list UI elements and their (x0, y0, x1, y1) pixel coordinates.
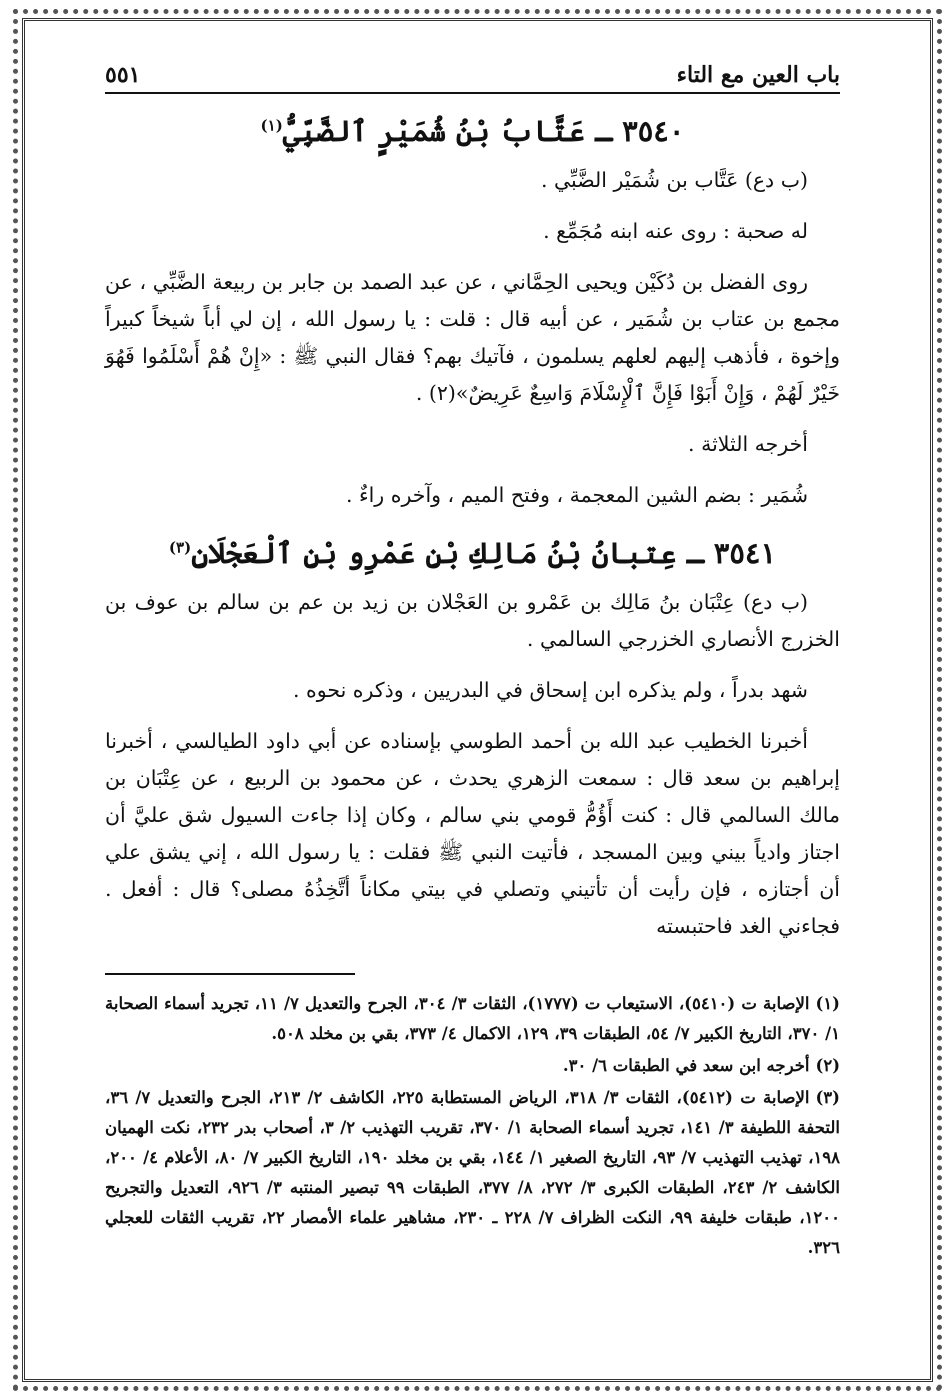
entry-paragraph: أخبرنا الخطيب عبد الله بن أحمد الطوسي بإسناده عن أبي داود الطيالسي ، أخبرنا إبراهيم بن سعد قال : سمعت الزهري يحدث ، عن محمود بن الربيع ، عن عِتْبَان بن مالك السالمي قال : كنت أَؤُمُّ قومي بني سالم ، وكان إذا جاءت السيول شق عليَّ أن اجتاز وادياً بيني وبين المسجد ، فأتيت النبي ﷺ فقلت : يا رسول الله ، إني يشق علي أن أجتازه ، فإن رأيت أن تأتيني وتصلي في بيتي مكاناً أتَّخِذُهُ مصلى؟ قال : أفعل . فجاءني الغد فاحتبسته (105, 729, 840, 938)
entry-paragraph: (ب دع) عَتَّاب بن شُمَيْر الضَّبِّي . (540, 168, 808, 192)
footnotes (105, 989, 840, 1263)
book-page (105, 62, 840, 1265)
entry-paragraph: شهد بدراً ، ولم يذكره ابن إسحاق في البدريين ، وذكره نحوه . (292, 678, 808, 702)
running-header (105, 62, 840, 94)
page-number: ٥٥١ (105, 62, 141, 88)
entry-paragraph: شُمَير : بضم الشين المعجمة ، وفتح الميم ، وآخره راءٌ . (345, 483, 808, 507)
entry-paragraph: أخرجه الثلاثة . (688, 432, 808, 456)
chapter-title: باب العين مع التاء (676, 62, 840, 88)
footnote: (٣)الإصابة ت (٥٤١٢)، الثقات ٣/ ٣١٨، الرياض المستطابة ٢٢٥، الكاشف ٢/ ٢١٣، الجرح والتعديل ٧/ ٣٦، التحفة اللطيفة ٣/ ١٤١، تجريد أسماء الصحابة ١/ ٣٧٠، تقريب التهذيب ٢/ ٣، أصحاب بدر ٢٣٢، نكت الهميان ١٩٨، تهذيب التهذيب ٧/ ٩٣، التاريخ الصغير ١/ ١٤٤، بقي بن مخلد ١٩٠، التاريخ الكبير ٧/ ٨٠، الأعلام ٤/ ٢٠٠، الكاشف ٢/ ٢٤٣، الطبقات الكبرى ٣/ ٢٧٢، ٨/ ٣٧٧، الطبقات ٩٩ تبصير المنتبه ٣/ ٩٢٦، التعديل والتجريح ١٢٠٠، طبقات خليفة ٩٩، النكت الظراف ٧/ ٢٢٨ ـ ٢٣٠، مشاهير علماء الأمصار ٢٢، تقريب الثقات للعجلي ٣٢٦. (105, 1088, 840, 1257)
entry-title: ٣٥٤٠ ـ عَتَّابُ بْنُ شُمَيْرٍ ٱلضَّبِّيُّ$^{(١)}$ (260, 114, 685, 148)
entry-paragraph: (ب دع) عِتْبَان بنُ مَالِك بن عَمْرو بن العَجْلان بن زيد بن عم بن سالم بن عوف بن الخزرج الأنصاري الخزرجي السالمي . (105, 590, 840, 651)
footnote: (٢)أخرجه ابن سعد في الطبقات ٦/ ٣٠. (562, 1056, 840, 1075)
footnote-ref: (١) (260, 116, 283, 135)
footnote-ref: (٣) (168, 538, 192, 557)
entry-paragraph: له صحبة : روى عنه ابنه مُجَمِّع . (543, 219, 808, 243)
entry-paragraph: روى الفضل بن دُكَيْن ويحيى الحِمَّاني ، عن عبد الصمد بن جابر بن ربيعة الضَّبِّي ، عن مجمع بن عتاب بن شُمَير ، عن أبيه قال : قلت : يا رسول الله ، إن لي أباً شيخاً كبيراً وإخوة ، فأذهب إليهم لعلهم يسلمون ، فآتيك بهم؟ فقال النبي ﷺ : «إِنْ هُمْ أَسْلَمُوا فَهُوَ خَيْرٌ لَهُمْ ، وَإِنْ أَبَوْا فَإِنَّ ٱلْإِسْلَامَ وَاسِعٌ عَرِيضٌ»(٢) . (105, 270, 840, 405)
footnote: (١)الإصابة ت (٥٤١٠)، الاستيعاب ت (١٧٧٧)، الثقات ٣/ ٣٠٤، الجرح والتعديل ٧/ ١١، تجريد أسماء الصحابة ١/ ٣٧٠، التاريخ الكبير ٧/ ٥٤، الطبقات ٣٩، ١٢٩، الاكمال ٤/ ٣٧٣، بقي بن مخلد ٥٠٨. (105, 994, 840, 1043)
entry-title: ٣٥٤١ ـ عِتبانُ بْنُ مَالِكِ بْنِ عَمْرِو بْنِ ٱلْعَجْلَانِ$^{(٣)}$ (168, 536, 777, 570)
footnote-separator (105, 973, 355, 975)
